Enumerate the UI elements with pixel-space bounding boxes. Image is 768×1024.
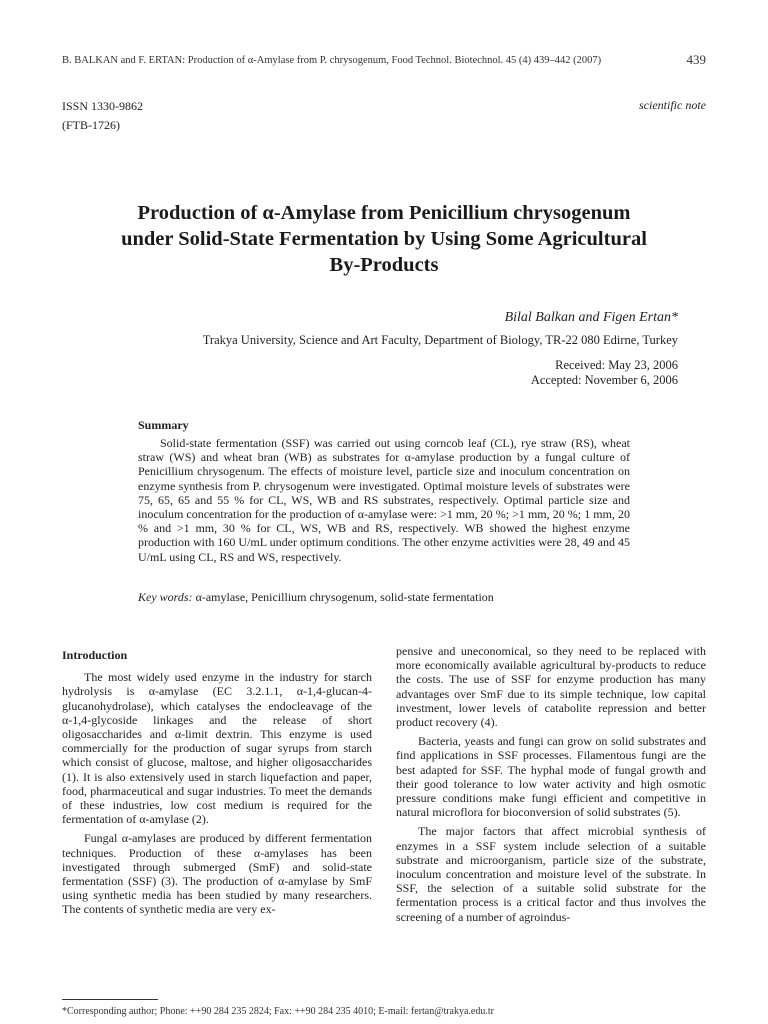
paragraph: The most widely used enzyme in the industry for starch hydrolysis is α-amylase (EC 3.2.1.1, α-1,4-glucan-4-glucanohydrolase), which catalyses the endocleavage of the α-1,4-glycoside linkages and the release of short oligosaccharides and α-limit dextrin. This enzyme is used commercially for the production of sugar syrups from starch which consist of glucose, maltose, and higher oligosaccharides (1). It is also extensively used in starch liquefaction and paper, food, pharmaceutical and sugar industries. To meet the demands of these industries, low cost medium is required for the fermentation of α-amylase (2). <box>62 670 372 827</box>
received-date: Received: May 23, 2006 <box>555 358 678 372</box>
right-column <box>396 644 706 929</box>
ftb-code: (FTB-1726) <box>62 118 120 132</box>
article-type: scientific note <box>639 98 706 112</box>
paragraph: The major factors that affect microbial synthesis of enzymes in a SSF system include selection of a suitable substrate and microorganism, particle size of the substrate, inoculum concentration and moisture level of the substrate. In SSF, the selection of a suitable solid substrate for the fermentation process is a critical factor and thus involves the screening of a number of agroindus- <box>396 824 706 924</box>
introduction-heading: Introduction <box>62 648 128 662</box>
summary-text: Solid-state fermentation (SSF) was carried out using corncob leaf (CL), rye straw (RS), wheat straw (WS) and wheat bran (WB) as substrates for α-amylase production by a fungal culture of Penicillium chrysogenum. The effects of moisture level, particle size and inoculum concentration on enzyme synthesis from P. chrysogenum were investigated. Optimal moisture levels of substrates were 75, 65, 65 and 55 % for CL, WS, WB and RS substrates, respectively. Optimal particle size and inoculum concentration for the production of α-amylase were: >1 mm, 20 %; >1 mm, 20 %; 1 mm, 20 % and >1 mm, 30 % for CL, WS, WB and RS, respectively. WB showed the highest enzyme production with 160 U/mL under optimum conditions. The other enzyme activities were 28, 49 and 45 U/mL using CL, RS and WS, respectively. <box>138 436 630 564</box>
keywords-label: Key words: <box>138 590 193 604</box>
running-head: B. BALKAN and F. ERTAN: Production of α-Amylase from P. chrysogenum, Food Technol. Biotechnol. 45 (4) 439–442 (2007) <box>62 55 602 66</box>
footnote: *Corresponding author; Phone: ++90 284 235 2824; Fax: ++90 284 235 4010; E-mail: fertan@trakya.edu.tr <box>62 1006 494 1017</box>
authors: Bilal Balkan and Figen Ertan* <box>504 310 678 325</box>
page-number: 439 <box>686 52 706 67</box>
paragraph: Bacteria, yeasts and fungi can grow on solid substrates and find applications in SSF processes. Filamentous fungi are the best adapted for SSF. The hyphal mode of fungal growth and their good tolerance to low water activity and high osmotic pressure conditions make fungi efficient and competitive in natural microflora for bioconversion of solid substrates (5). <box>396 734 706 820</box>
title-line-2: under Solid-State Fermentation by Using Some Agricultural <box>121 228 647 250</box>
dates <box>531 358 678 388</box>
affiliation: Trakya University, Science and Art Faculty, Department of Biology, TR-22 080 Edirne, Turkey <box>202 333 678 347</box>
paragraph: pensive and uneconomical, so they need to be replaced with more economically available agricultural by-products to reduce the costs. The use of SSF for enzyme production has many advantages over SmF due to its simple technique, low capital investment, lower levels of catabolite repression and better product recovery (4). <box>396 644 706 730</box>
issn-block <box>62 97 143 135</box>
keywords-text: α-amylase, Penicillium chrysogenum, solid-state fermentation <box>195 590 494 604</box>
paragraph: Fungal α-amylases are produced by different fermentation techniques. Production of these α-amylases has been investigated through submerged (SmF) and solid-state fermentation (SSF) (3). The production of α-amylase by SmF using synthetic media has been studied by many researchers. The contents of synthetic media are very ex- <box>62 831 372 917</box>
issn: ISSN 1330-9862 <box>62 99 144 113</box>
title-line-1: Production of α-Amylase from Penicillium chrysogenum <box>137 202 631 224</box>
footnote-rule <box>62 999 158 1000</box>
title-line-3: By-Products <box>329 254 439 276</box>
article-title <box>80 200 688 278</box>
summary-heading: Summary <box>138 418 189 432</box>
left-column <box>62 648 372 922</box>
keywords <box>138 590 494 605</box>
accepted-date: Accepted: November 6, 2006 <box>530 373 678 387</box>
